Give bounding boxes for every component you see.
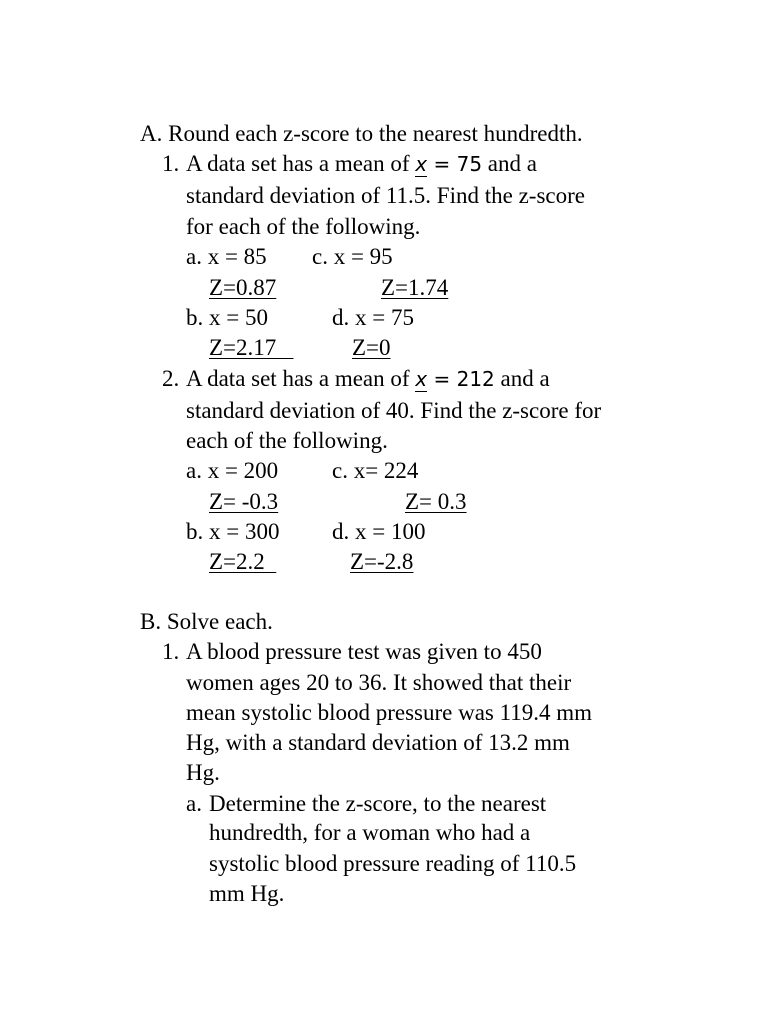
b-q1-part-a-line4: mm Hg. xyxy=(209,881,285,906)
a-q2-part-c-label: c. x= 224 xyxy=(332,458,419,483)
b-q1-line3: mean systolic blood pressure was 119.4 mm xyxy=(186,700,593,725)
b-q1-part-a-line2: hundredth, for a woman who had a xyxy=(209,820,531,845)
b-q1-part-a-line3: systolic blood pressure reading of 110.5 xyxy=(209,851,577,876)
a-q1-part-d-answer: Z=0 xyxy=(352,335,391,360)
a-q2-part-d-answer: Z=-2.8 xyxy=(350,549,414,574)
a-q1-mean-formula xyxy=(415,152,482,177)
a-q2-part-a-answer: Z= -0.3 xyxy=(209,489,279,514)
xbar-symbol: x xyxy=(415,152,428,176)
b-q1-number: 1. xyxy=(162,639,180,664)
a-q1-number: 1. xyxy=(162,151,180,176)
section-b-heading: B. Solve each. xyxy=(140,609,273,634)
a-q2-lead: A data set has a mean of xyxy=(186,366,410,391)
a-q1-mean-value: = 75 xyxy=(427,152,483,176)
a-q1-lead: A data set has a mean of xyxy=(186,151,410,176)
a-q2-number: 2. xyxy=(162,366,180,391)
a-q2-line2: standard deviation of 40. Find the z-score for xyxy=(186,398,602,423)
a-q1-lead-end: and a xyxy=(487,151,537,176)
a-q1-line2: standard deviation of 11.5. Find the z-score xyxy=(186,183,585,208)
a-q2-mean-value: = 212 xyxy=(427,367,495,391)
xbar-symbol: x xyxy=(415,367,428,391)
a-q1-part-b-label: b. x = 50 xyxy=(186,305,268,330)
a-q1-part-a-answer: Z=0.87 xyxy=(209,275,277,300)
a-q2-lead-end: and a xyxy=(500,366,550,391)
section-a-heading: A. Round each z-score to the nearest hundredth. xyxy=(140,121,583,146)
a-q2-part-d-label: d. x = 100 xyxy=(332,519,426,544)
b-q1-part-a-label: a. xyxy=(186,791,202,816)
a-q2-mean-formula xyxy=(415,367,495,392)
b-q1-line1: A blood pressure test was given to 450 xyxy=(186,639,542,664)
a-q2-part-b-label: b. x = 300 xyxy=(186,519,280,544)
a-q1-part-a-label: a. x = 85 xyxy=(186,244,267,269)
a-q1-part-c-answer: Z=1.74 xyxy=(381,275,449,300)
b-q1-line4: Hg, with a standard deviation of 13.2 mm xyxy=(186,730,570,755)
a-q2-line3: each of the following. xyxy=(186,428,388,453)
a-q1-line1 xyxy=(186,149,537,179)
a-q2-line1 xyxy=(186,364,550,394)
a-q1-line3: for each of the following. xyxy=(186,214,421,239)
a-q1-part-d-label: d. x = 75 xyxy=(332,305,414,330)
a-q2-part-a-label: a. x = 200 xyxy=(186,458,279,483)
a-q2-part-c-answer: Z= 0.3 xyxy=(405,489,467,514)
a-q2-part-b-answer: Z=2.2 xyxy=(209,549,277,574)
b-q1-line5: Hg. xyxy=(186,760,220,785)
b-q1-part-a-line1: Determine the z-score, to the nearest xyxy=(209,791,547,816)
a-q1-part-b-answer: Z=2.17 xyxy=(209,335,294,360)
b-q1-line2: women ages 20 to 36. It showed that their xyxy=(186,670,572,695)
a-q1-part-c-label: c. x = 95 xyxy=(312,244,393,269)
